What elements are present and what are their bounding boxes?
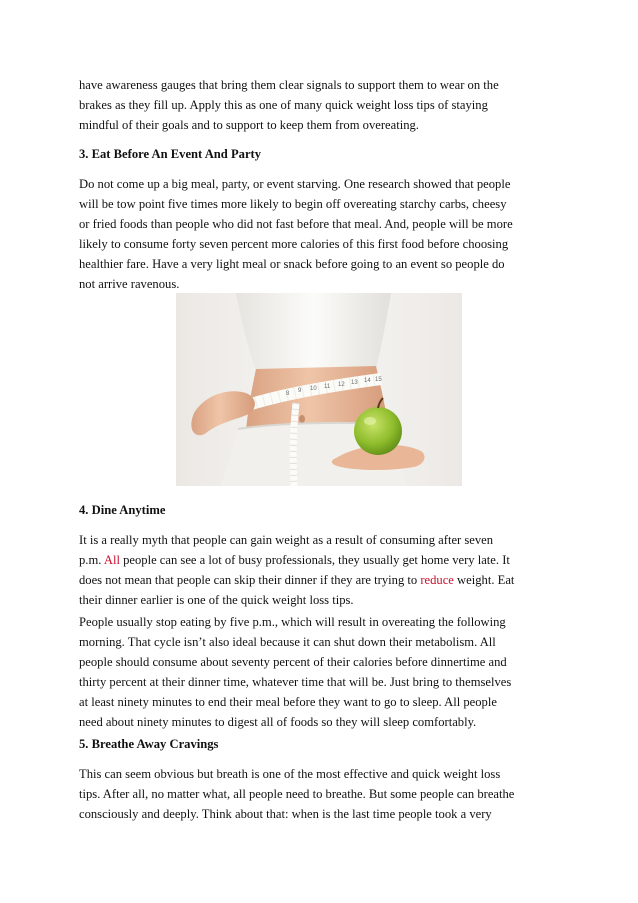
text-line: have awareness gauges that bring them clear signals to support them to wear on the (79, 78, 499, 92)
shirt-shape (236, 293, 391, 371)
text-line: thirty percent at their dinner time, whatever time that will be. Just bring to themselves (79, 675, 512, 689)
text-line: likely to consume forty seven percent more calories of this first food before choosing (79, 237, 509, 251)
text-line: at least ninety minutes to end their meal before they want to go to sleep. All people (79, 695, 497, 709)
text-line: need about ninety minutes to digest all of foods so they will sleep comfortably. (79, 715, 477, 729)
section-3-heading: 3. Eat Before An Event And Party (79, 147, 262, 161)
text-fragment: p.m. (79, 553, 104, 567)
waist-measuring-illustration (176, 293, 462, 486)
text-line (79, 570, 561, 590)
section-4-paragraph-1 (79, 530, 561, 610)
text-line (79, 550, 561, 570)
section-4-body-1 (79, 530, 561, 610)
intro-paragraph (79, 75, 561, 135)
text-line: People usually stop eating by five p.m., which will result in overeating the following (79, 615, 506, 629)
text-fragment: weight. Eat (453, 573, 515, 587)
section-3 (79, 144, 561, 164)
tape-number: 9 (298, 388, 302, 394)
text-fragment: people can see a lot of busy professionals, they usually get home very late. It (119, 553, 510, 567)
text-line: brakes as they fill up. Apply this as one of many quick weight loss tips of staying (79, 98, 488, 112)
text-line: morning. That cycle isn’t also ideal because it can shut down their metabolism. All (79, 635, 496, 649)
section-4-body-2 (79, 612, 561, 732)
text-line: consciously and deeply. Think about that: when is the last time people took a very (79, 807, 492, 821)
text-line: mindful of their goals and to support to keep them from overeating. (79, 118, 419, 132)
section-5-heading: 5. Breathe Away Cravings (79, 737, 219, 751)
tape-number: 12 (338, 382, 345, 388)
tape-number: 15 (375, 377, 382, 383)
text-line: or fried foods than people who did not fast before that meal. And, people will be more (79, 217, 513, 231)
text-line: people should consume about seventy percent of their calories before dinnertime and (79, 655, 507, 669)
section-4-heading: 4. Dine Anytime (79, 503, 166, 517)
section-3-paragraph (79, 174, 561, 294)
all-link[interactable]: All (103, 553, 120, 567)
text-line: healthier fare. Have a very light meal or snack before going to an event so people do (79, 257, 505, 271)
text-fragment: does not mean that people can skip their dinner if they are trying to (79, 573, 421, 587)
intro-block (79, 75, 561, 135)
section-5-body (79, 764, 561, 824)
text-line: will be tow point five times more likely to begin off overeating starchy carbs, cheesy (79, 197, 507, 211)
section-5 (79, 734, 561, 754)
reduce-link[interactable]: reduce (420, 573, 454, 587)
tape-number: 14 (364, 378, 371, 384)
section-3-body (79, 174, 561, 294)
green-apple (354, 407, 402, 455)
tape-number: 8 (286, 391, 290, 397)
tape-number: 11 (324, 384, 331, 390)
text-line: This can seem obvious but breath is one of the most effective and quick weight loss (79, 767, 501, 781)
text-line: tips. After all, no matter what, all people need to breathe. But some people can breathe (79, 787, 515, 801)
text-line: not arrive ravenous. (79, 277, 180, 291)
waist-measuring-photo (176, 293, 462, 486)
section-4-paragraph-2 (79, 612, 561, 732)
text-line: It is a really myth that people can gain weight as a result of consuming after seven (79, 533, 494, 547)
section-5-paragraph (79, 764, 561, 824)
text-line: their dinner earlier is one of the quick weight loss tips. (79, 593, 354, 607)
text-line: Do not come up a big meal, party, or event starving. One research showed that people (79, 177, 511, 191)
tape-number: 10 (310, 386, 317, 392)
section-4 (79, 500, 561, 520)
tape-number: 13 (351, 380, 358, 386)
